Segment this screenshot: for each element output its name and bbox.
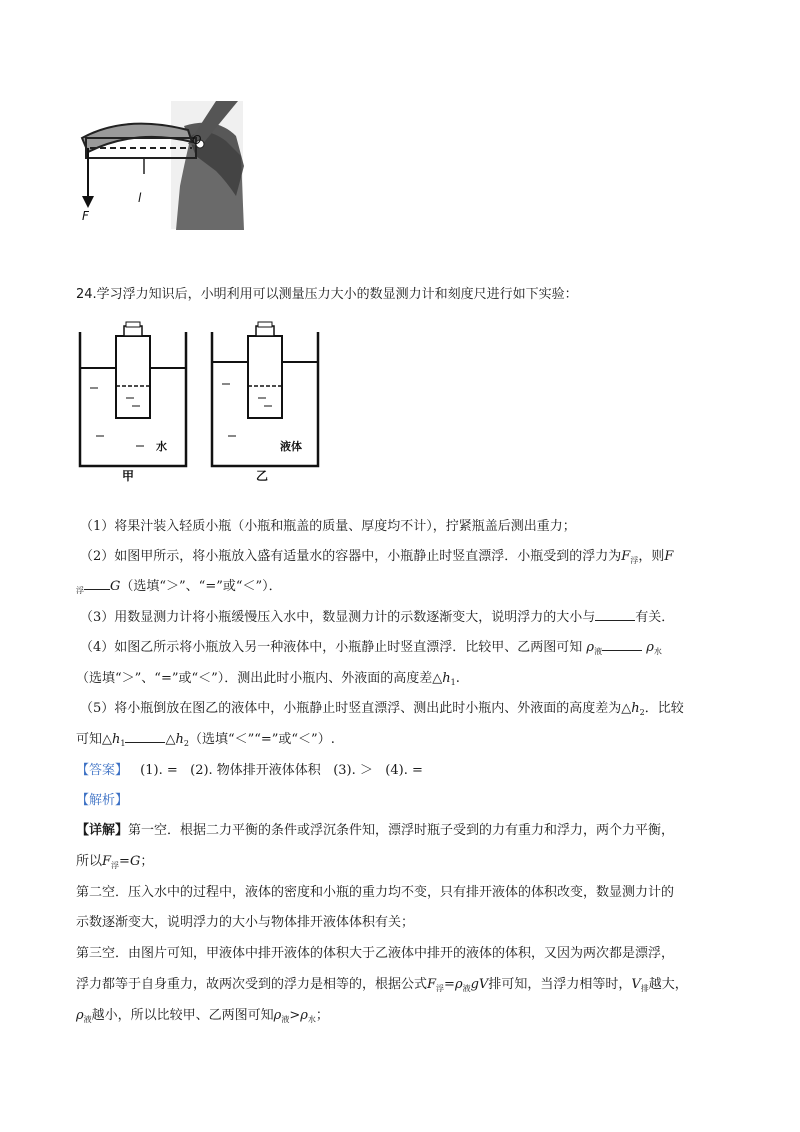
part-2-line-1: （2）如图甲所示，将小瓶放入盛有适量水的容器中，小瓶静止时竖直漂浮．小瓶受到的浮力为$F_浮$，则F (80, 549, 674, 565)
answer-text: (1). = (2). 物体排开液体体积 (3). ＞ (4). = (140, 763, 423, 778)
answer-blank-4[interactable] (125, 731, 165, 743)
experiment-figure (76, 318, 336, 488)
question-24-title: 24.学习浮力知识后，小明利用可以测量压力大小的数显测力计和刻度尺进行如下实验： (76, 287, 578, 302)
left-caption: 甲 (122, 469, 135, 483)
detail-line-1: 【详解】第一空．根据二力平衡的条件或浮沉条件知，漂浮时瓶子受到的力有重力和浮力，两个力平衡， (76, 823, 675, 838)
answer-line (76, 762, 423, 780)
label-F: F (82, 209, 89, 223)
right-caption: 乙 (256, 469, 269, 483)
part-5-line-2: 可知$\triangle h_1$ $\triangle h_2$（选填“＜”“=”或“＜”）. (76, 732, 335, 748)
right-liquid-label: 液体 (280, 440, 302, 453)
detail-label: 【详解】 (76, 823, 129, 838)
detail-line-2: 所以$F_浮=G$； (76, 854, 154, 870)
detail-line-7: $\rho_液$越小，所以比较甲、乙两图可知$\rho_液>\rho_水$； (76, 1008, 329, 1024)
lever-figure (76, 96, 248, 230)
part-4-line-1: （4）如图乙所示将小瓶放入另一种液体中，小瓶静止时竖直漂浮．比较甲、乙两图可知 $\rho_液$ $\rho_水$ (80, 640, 662, 656)
answer-label: 【答案】 (76, 763, 129, 778)
label-O: O (192, 133, 202, 147)
part-5-line-1: （5）将小瓶倒放在图乙的液体中，小瓶静止时竖直漂浮、测出此时小瓶内、外液面的高度差为$\triangle h_2$．比较 (80, 701, 684, 717)
part-4-line-2: （选填“＞”、“=”或“＜”）．测出此时小瓶内、外液面的高度差$\triangle h_1$. (76, 671, 460, 687)
detail-line-6: 浮力都等于自身重力，故两次受到的浮力是相等的，根据公式$F_浮=\rho_液gV$排可知，当浮力相等时，$V_排$越大， (76, 977, 688, 993)
detail-line-5: 第三空．由图片可知，甲液体中排开液体的体积大于乙液体中排开的液体的体积，又因为两次都是漂浮， (76, 946, 675, 961)
part-2-line-2: $_浮$ G（选填“＞”、“=”或“＜”）． (76, 579, 282, 595)
part-1: （1）将果汁装入轻质小瓶（小瓶和瓶盖的质量、厚度均不计），拧紧瓶盖后测出重力； (80, 519, 576, 534)
answer-blank-2[interactable] (595, 609, 635, 621)
left-liquid-label: 水 (156, 440, 167, 453)
answer-blank-3[interactable] (602, 639, 642, 651)
detail-line-3: 第二空．压入水中的过程中，液体的密度和小瓶的重力均不变，只有排开液体的体积改变，数显测力计的 (76, 885, 675, 900)
analysis-label: 【解析】 (76, 793, 129, 808)
part-3: （3）用数显测力计将小瓶缓慢压入水中，数显测力计的示数逐渐变大，说明浮力的大小与 有关． (80, 610, 675, 625)
answer-blank-1[interactable] (84, 578, 110, 590)
label-l: l (138, 191, 142, 205)
detail-line-4: 示数逐渐变大，说明浮力的大小与物体排开液体体积有关； (76, 915, 415, 930)
